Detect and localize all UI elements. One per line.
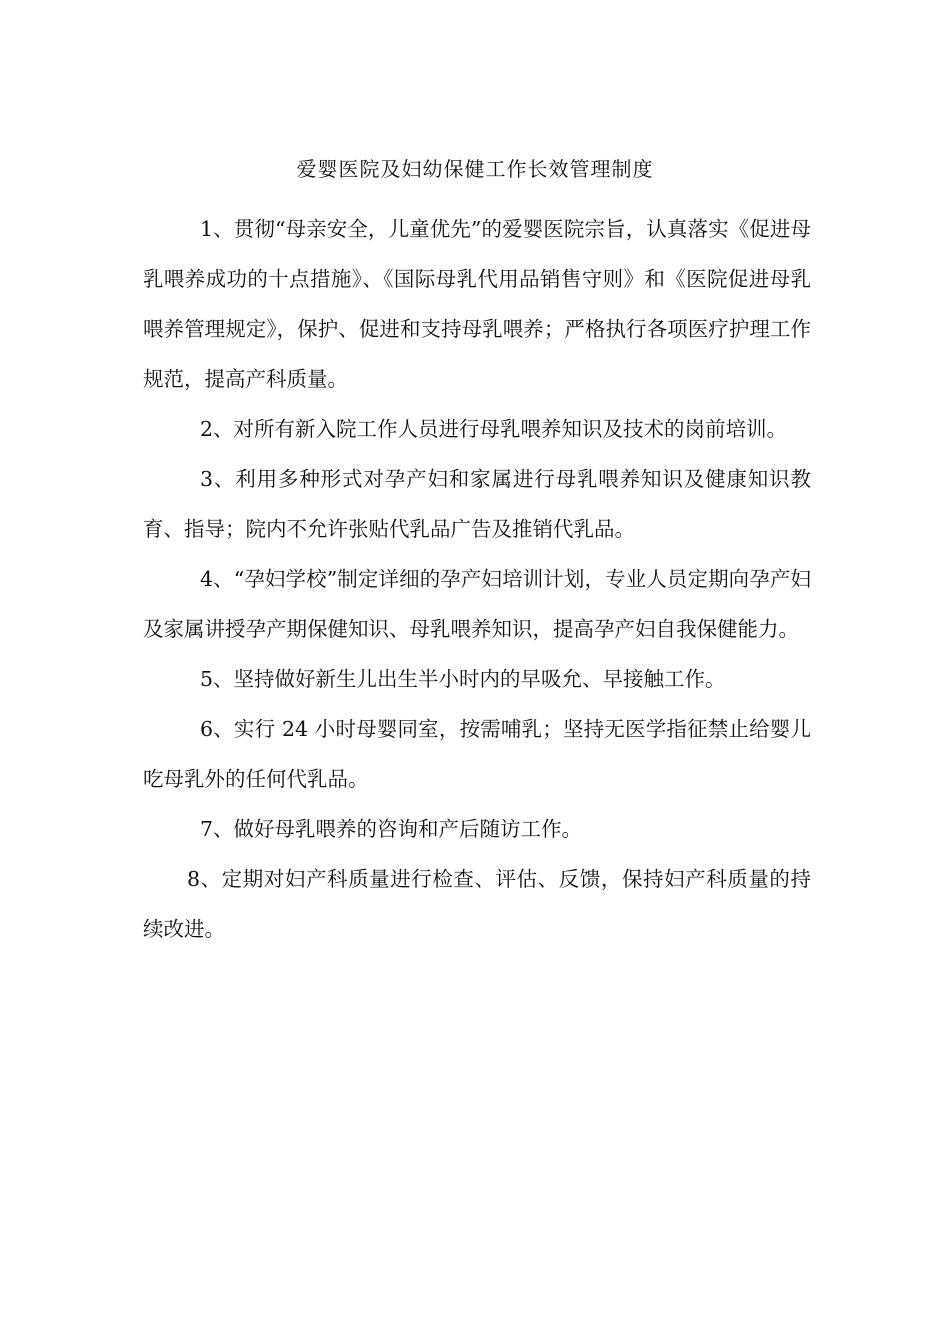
paragraph-1: 1、贯彻“母亲安全，儿童优先”的爱婴医院宗旨，认真落实《促进母乳喂养成功的十点措施》、《国际母乳代用品销售守则》和《医院促进母乳喂养管理规定》，保护、促进和支持母乳喂养；严格执行各项医疗护理工作规范，提高产科质量。: [143, 217, 811, 391]
document-title: 爱婴医院及妇幼保健工作长效管理制度: [296, 157, 654, 181]
paragraph-5: 5、坚持做好新生儿出生半小时内的早吸允、早接触工作。: [200, 667, 726, 691]
paragraph-6: 6、实行 24 小时母婴同室，按需哺乳；坚持无医学指征禁止给婴儿吃母乳外的任何代乳品。: [143, 717, 811, 791]
paragraph-2: 2、对所有新入院工作人员进行母乳喂养知识及技术的岗前培训。: [200, 417, 788, 441]
paragraph-4: 4、“孕妇学校”制定详细的孕产妇培训计划，专业人员定期向孕产妇及家属讲授孕产期保健知识、母乳喂养知识，提高孕产妇自我保健能力。: [143, 567, 811, 641]
paragraph-7: 7、做好母乳喂养的咨询和产后随访工作。: [200, 817, 583, 841]
paragraph-8: 8、定期对妇产科质量进行检查、评估、反馈，保持妇产科质量的持续改进。: [143, 867, 811, 941]
document-body: [143, 204, 811, 954]
paragraph-3: 3、利用多种形式对孕产妇和家属进行母乳喂养知识及健康知识教育、指导；院内不允许张贴代乳品广告及推销代乳品。: [143, 467, 811, 541]
